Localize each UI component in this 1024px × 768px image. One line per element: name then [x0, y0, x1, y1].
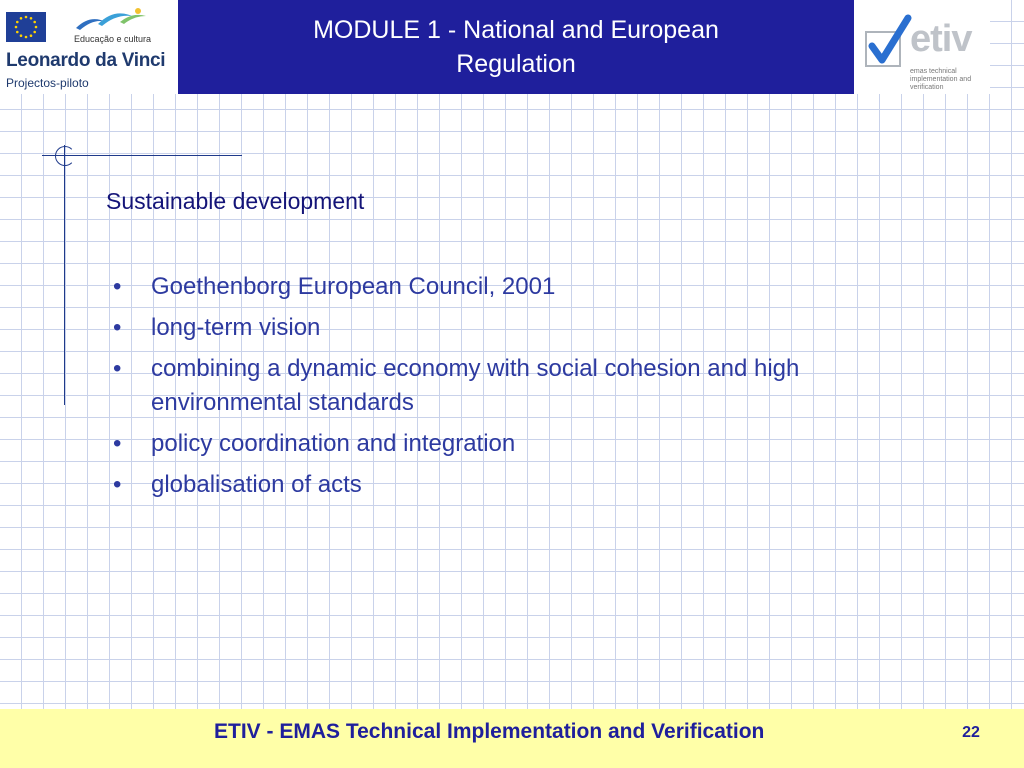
partner-logo — [0, 0, 178, 94]
title-bar — [178, 0, 854, 94]
partner-subtitle: Projectos-piloto — [6, 76, 89, 90]
slide-title: MODULE 1 - National and European Regulation — [313, 16, 719, 78]
project-logo-subtitle: emas technical implementation and verification — [910, 68, 972, 91]
bullet-text: combining a dynamic economy with social cohesion and high environmental standards — [151, 355, 800, 416]
bullet-symbol: • — [113, 314, 122, 341]
list-item — [111, 311, 931, 345]
bullet-text: globalisation of acts — [151, 471, 362, 498]
bullet-symbol: • — [113, 355, 122, 382]
bullet-text: long-term vision — [151, 314, 321, 341]
list-item — [111, 352, 931, 420]
list-item — [111, 427, 931, 461]
bullet-symbol: • — [113, 430, 122, 457]
etiv-check-icon — [864, 14, 912, 70]
bullet-symbol: • — [113, 471, 122, 498]
decorative-arc — [55, 146, 75, 166]
bullet-text: Goethenborg European Council, 2001 — [151, 273, 556, 300]
footer-text: ETIV - EMAS Technical Implementation and Verification — [214, 720, 765, 743]
bullet-symbol: • — [113, 273, 122, 300]
slide-subtitle: Sustainable development — [106, 188, 365, 214]
bullet-text: policy coordination and integration — [151, 430, 516, 457]
eu-flag-icon — [6, 12, 46, 42]
project-logo — [854, 0, 990, 94]
partner-tagline: Educação e cultura — [74, 34, 152, 44]
decorative-line-vertical — [64, 145, 65, 405]
project-logo-text: etiv — [910, 18, 972, 60]
page-number: 22 — [962, 724, 980, 741]
leonardo-birds-icon — [72, 6, 150, 34]
bullet-list — [111, 270, 931, 509]
list-item — [111, 270, 931, 304]
partner-name: Leonardo da Vinci — [6, 50, 166, 71]
list-item — [111, 468, 931, 502]
